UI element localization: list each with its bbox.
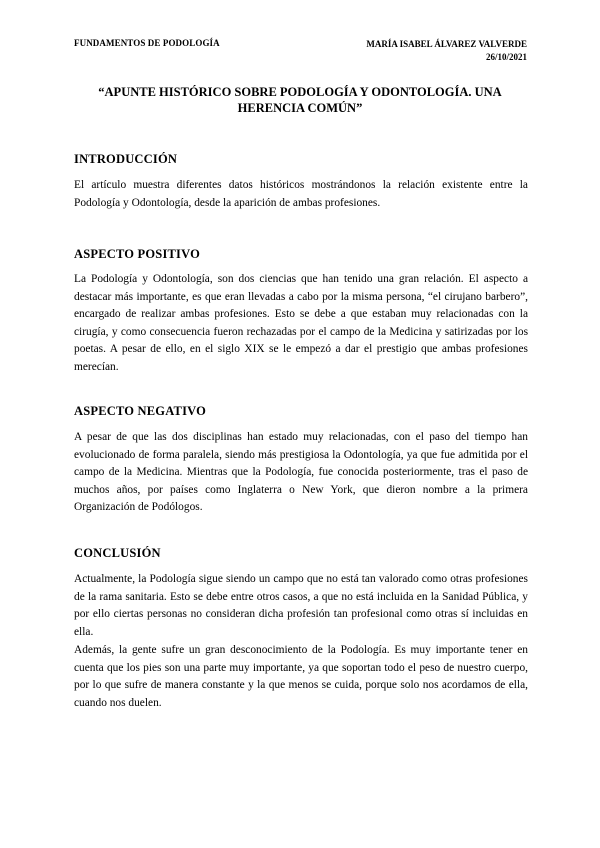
header-author-name: MARÍA ISABEL ÁLVAREZ VALVERDE — [366, 39, 527, 49]
paragraph-conclusion-1: Actualmente, la Podología sigue siendo un campo que no está tan valorado como otras profesiones de la rama sanitaria. Esto se debe entre otros casos, a que no está incluida en la Sanidad Pública, y por ello ciertas personas no consideran dicha profesión tan profesional como otras sí incluidas en ella. — [74, 573, 528, 638]
header-course-name: FUNDAMENTOS DE PODOLOGÍA — [74, 38, 220, 48]
section-heading-aspecto-negativo: ASPECTO NEGATIVO — [74, 404, 207, 418]
section-heading-introduccion: INTRODUCCIÓN — [74, 152, 178, 166]
section-heading-conclusion: CONCLUSIÓN — [74, 546, 161, 560]
paragraph-conclusion-2: Además, la gente sufre un gran desconocimiento de la Podología. Es muy importante tener en cuenta que los pies son una parte muy importante, ya que soportan todo el peso de nuestro cuerpo, por lo que sufre de manera constante y la que menos se cuida, porque solo nos acordamos de ella, cuando nos duelen. — [74, 644, 528, 709]
paragraph-aspecto-positivo: La Podología y Odontología, son dos ciencias que han tenido una gran relación. El aspecto a destacar más importante, es que eran llevadas a cabo por la misma persona, “el cirujano barbero”, encargado de realizar ambas profesiones. Esto se debe a que estaban muy relacionadas con la cirugía, y como consecuencia fueron rechazadas por el campo de la Medicina y satirizadas por los poetas. A pesar de ello, en el siglo XIX se le empezó a dar el prestigio que ambas profesiones merecían. — [74, 273, 528, 373]
document-title: “APUNTE HISTÓRICO SOBRE PODOLOGÍA Y ODONTOLOGÍA. UNA HERENCIA COMÚN” — [98, 85, 502, 115]
header-author-block — [366, 38, 527, 64]
paragraph-introduccion: El artículo muestra diferentes datos históricos mostrándonos la relación existente entre la Podología y Odontología, desde la aparición de ambas profesiones. — [74, 179, 528, 209]
header-date: 26/10/2021 — [485, 52, 527, 62]
section-heading-aspecto-positivo: ASPECTO POSITIVO — [74, 247, 201, 261]
paragraph-aspecto-negativo: A pesar de que las dos disciplinas han estado muy relacionadas, con el paso del tiempo han evolucionado de forma paralela, siendo más prestigiosa la Odontología, ya que fue admitida por el campo de la Medicina. Mientras que la Podología, fue conocida posteriormente, tras el paso de muchos años, por países como Inglaterra o New York, que dieron nombre a la primera Organización de Podólogos. — [74, 431, 528, 514]
